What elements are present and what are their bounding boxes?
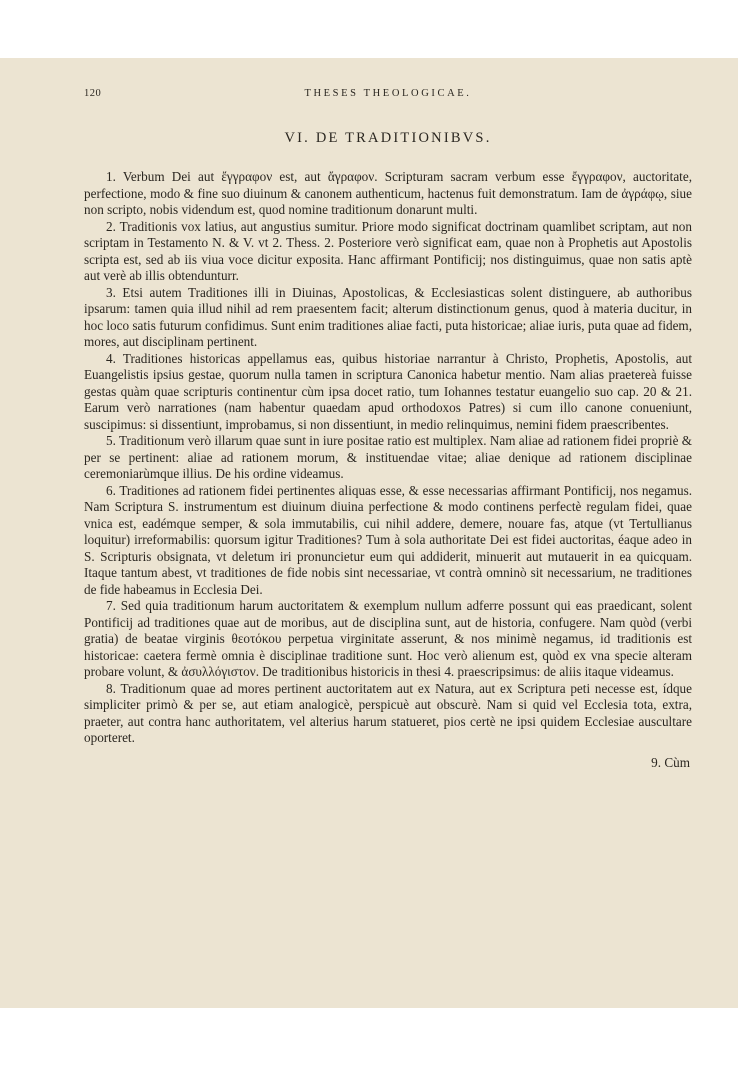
thesis-paragraph-1: 1. Verbum Dei aut ἔγγραφον est, aut ἄγραφον. Scripturam sacram verbum esse ἔγγραφον, auctoritate, perfectione, modo & fine suo diuinum & canonem authenticum, hactenus fuit demonstratum. Iam de ἀγράφῳ, siue non scripto, nobis videndum est, quod nomine traditionum donarunt multi.: [84, 169, 692, 217]
book-page: [84, 88, 692, 771]
thesis-paragraph-2: 2. Traditionis vox latius, aut angustius sumitur. Priore modo significat doctrinam quamlibet scriptam, aut non scriptam in Testamento N. & V. vt 2. Thess. 2. Posteriore verò significat eam, quae non à Prophetis aut Apostolis scripta est, sed ab iis viua voce dicitur exposita. Hanc affirmant Pontificij; nos distinguimus, quae non satis aptè aut verè ab illis obtendunturr.: [84, 218, 692, 283]
thesis-paragraph-5: 5. Traditionum verò illarum quae sunt in iure positae ratio est multiplex. Nam aliae ad rationem fidei propriè & per se pertinent: aliae ad rationem morum, & instituendae vitae; aliae denique ad rationem disciplinae ceremoniarùmque illius. De his ordine videamus.: [84, 433, 692, 481]
running-title: THESES THEOLOGICAE.: [304, 88, 472, 99]
thesis-paragraph-4: 4. Traditiones historicas appellamus eas, quibus historiae narrantur à Christo, Prophetis, Apostolis, aut Euangelistis ipsius gestae, quorum nulla tamen in scriptura Canonica habetur mentio. Nam alias praetereà fuisse gestas quàm quae scripturis continentur cùm ipsa docet ratio, tum Iohannes testatur euangelio suo cap. 20 & 21. Earum verò narrationes (nam habentur quaedam apud orthodoxos Patres) si cum illo canone conueniunt, suscipimus: si dissentiunt, improbamus, si non dissentiunt, in medio relinquimus, nemini fidem praescribentes.: [84, 350, 692, 432]
thesis-paragraph-8: 8. Traditionum quae ad mores pertinent auctoritatem aut ex Natura, aut ex Scriptura peti necesse est, ídque simpliciter primò & per se, aut etiam analogicè, perspicuè aut obscurè. Nam si quid vel Ecclesia tota, extra, praeter, aut contra hanc authoritatem, vel alterius harum statueret, pios certè ne ipsi quidem Ecclesiae auscultare oporteret.: [84, 680, 692, 745]
section-title: VI. DE TRADITIONIBVS.: [284, 130, 492, 146]
thesis-paragraph-6: 6. Traditiones ad rationem fidei pertinentes aliquas esse, & esse necessarias affirmant Pontificij, nos negamus. Nam Scriptura S. instrumentum est diuinum diuina perfectione & modo continens perfectè regulam fidei, quae vnica est, eadémque semper, & sola immutabilis, cui nihil addere, demere, nouare fas, atque (vt Tertullianus loquitur) irreformabilis: quorsum igitur Traditiones? Tum à sola authoritate Dei est fidei auctoritas, éaque adeo in S. Scripturis obsignata, vt deletum iri pronuncietur eum qui addiderit, minuerit aut mutauerit in ea quicquam. Itaque tantum abest, vt traditiones de fide nobis sint necessariae, vt contrà omninò sit necessarium, ne traditiones de fide habeamus in Ecclesia Dei.: [84, 482, 692, 597]
running-header: [84, 88, 692, 108]
page-number: 120: [84, 88, 102, 99]
body-text: [84, 169, 692, 747]
catchword: 9. Cùm: [651, 754, 690, 770]
thesis-paragraph-3: 3. Etsi autem Traditiones illi in Diuinas, Apostolicas, & Ecclesiasticas solent distinguere, ab authoribus ipsarum: tamen quia illud nihil ad rem praesentem facit; alterum distinctionum genus, quod à materia ducitur, in hoc loco satis futurum confidimus. Sunt enim traditiones aliae facti, puta historicae; aliae iuris, puta quae ad fidem, mores, aut disciplinam pertinent.: [84, 284, 692, 349]
thesis-paragraph-7: 7. Sed quia traditionum harum auctoritatem & exemplum nullum adferre possunt qui eas praedicant, solent Pontificij ad traditiones quae aut de moribus, aut de disciplina sunt, aut de historia, confugere. Nam quòd (verbi gratia) de beatae virginis θεοτόκου perpetua virginitate asserunt, & nos minimè negamus, id traditionis est historicae: caetera fermè omnia è disciplinae traditione sunt. Hoc verò alienum est, quòd ex vna specie alteram probare volunt, & ἀσυλλόγιστον. De traditionibus historicis in thesi 4. praescripsimus: de aliis itaque videamus.: [84, 598, 692, 679]
